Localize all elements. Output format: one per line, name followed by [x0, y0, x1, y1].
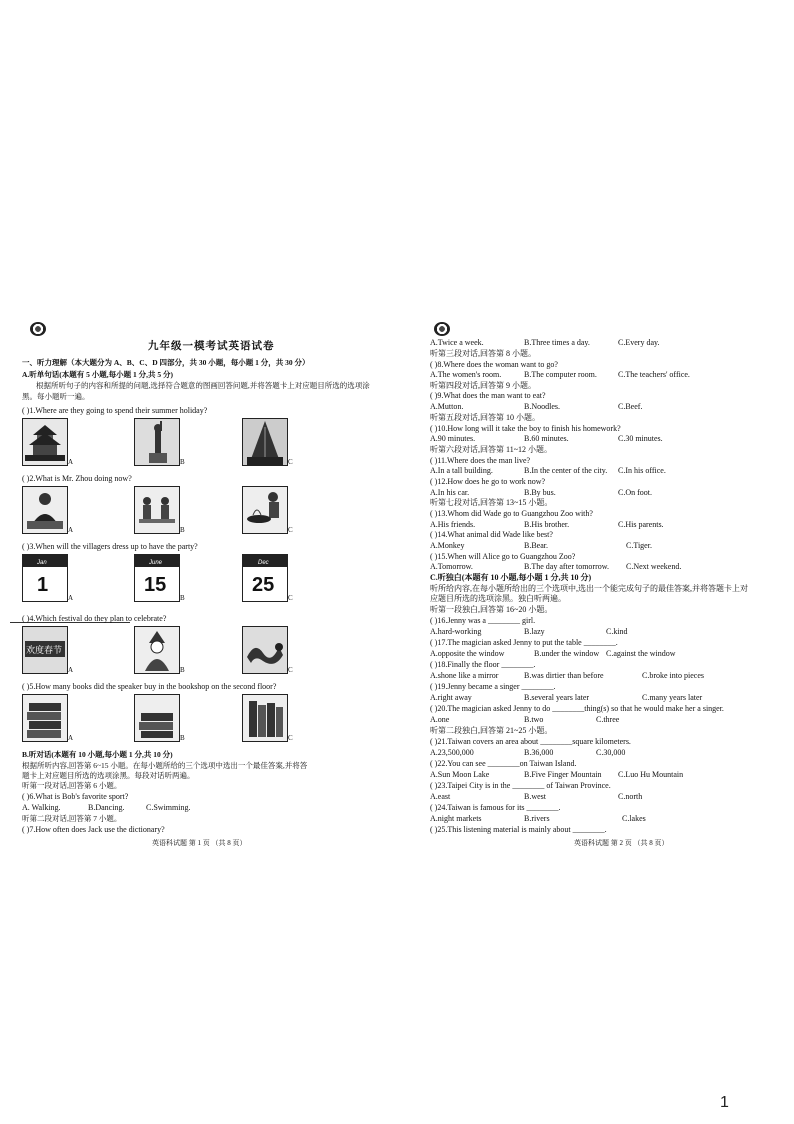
q3-calendar-b-month: June — [149, 560, 163, 566]
q11-option-c: C.In his office. — [618, 466, 666, 475]
q20-option-a: A.one — [430, 715, 450, 724]
exam-page-right — [430, 318, 794, 847]
question-17: ( )17.The magician asked Jenny to put the table ________. — [430, 638, 618, 647]
q21-option-c: C.30,000 — [596, 748, 626, 757]
q8-option-b: B.The computer room. — [524, 370, 597, 379]
q14-option-a: A.Monkey — [430, 541, 465, 550]
q22-option-c: C.Luo Hu Mountain — [618, 770, 684, 779]
q7-option-b: B.Three times a day. — [524, 338, 590, 347]
question-18: ( )18.Finally the floor ________. — [430, 660, 536, 669]
question-6: ( )6.What is Bob's favorite sport? — [22, 792, 129, 801]
q7-option-a: A.Twice a week. — [430, 338, 484, 347]
q14-option-b: B.Bear. — [524, 541, 548, 550]
q5-label-b: B — [180, 734, 185, 742]
q19-option-c: C.many years later — [642, 693, 703, 702]
q21-option-a: A.23,500,000 — [430, 748, 474, 757]
q6-option-c: C.Swimming. — [146, 803, 191, 812]
q15-option-b: B.The day after tomorrow. — [524, 562, 610, 571]
dialog-5-heading: 听第五段对话,回答第 10 小题。 — [430, 413, 540, 422]
q4-pic-c-dragon — [242, 626, 288, 674]
question-13: ( )13.Whom did Wade go to Guangzhou Zoo with? — [430, 509, 593, 518]
school-logo-icon — [434, 322, 450, 336]
monologue-1-heading: 听第一段独白,回答第 16~20 小题。 — [430, 605, 553, 614]
question-14: ( )14.What animal did Wade like best? — [430, 530, 553, 539]
q2-pic-c-cooking — [242, 486, 288, 534]
q3-label-b: B — [180, 594, 185, 602]
q16-option-c: C.kind — [606, 627, 628, 636]
question-5: ( )5.How many books did the speaker buy in the bookshop on the second floor? — [22, 682, 277, 691]
q24-option-a: A.night markets — [430, 814, 482, 823]
q3-calendar-a-month: Jan — [37, 560, 47, 566]
part-c-instructions-2: 应题目所选的选项涂黑。独白听两遍。 — [430, 594, 566, 603]
q5-label-a: A — [68, 734, 74, 742]
q21-option-b: B.36,000 — [524, 748, 554, 757]
q18-option-b: B.was dirtier than before — [524, 671, 604, 680]
question-22: ( )22.You can see ________on Taiwan Island. — [430, 759, 577, 768]
q9-option-c: C.Beef. — [618, 402, 643, 411]
q5-pic-b-books-stack — [134, 694, 180, 742]
question-9: ( )9.What does the man want to eat? — [430, 391, 546, 400]
question-7: ( )7.How often does Jack use the dictionary? — [22, 825, 165, 834]
exam-page-left — [18, 318, 390, 847]
q2-label-c: C — [288, 526, 293, 534]
q3-label-a: A — [68, 594, 74, 602]
q22-option-a: A.Sun Moon Lake — [430, 770, 490, 779]
dialog-3-heading: 听第三段对话,回答第 8 小题。 — [430, 349, 536, 358]
q15-option-a: A.Tomorrow. — [430, 562, 473, 571]
part-a-heading: A.听单句话(本题有 5 小题,每小题 1 分,共 5 分) — [22, 370, 174, 379]
q19-option-a: A.right away — [430, 693, 472, 702]
q6-option-a: A. Walking. — [22, 803, 61, 812]
q12-option-c: C.On foot. — [618, 488, 652, 497]
q11-option-a: A.In a tall building. — [430, 466, 493, 475]
page-number: 1 — [720, 1094, 729, 1111]
q7-option-c: C.Every day. — [618, 338, 660, 347]
q9-option-a: A.Mutton. — [430, 402, 464, 411]
question-23: ( )23.Taipei City is in the ________ of Taiwan Province. — [430, 781, 611, 790]
part-b-heading: B.听对话(本题有 10 小题,每小题 1 分,共 10 分) — [22, 750, 173, 759]
q10-option-c: C.30 minutes. — [618, 434, 663, 443]
q3-calendar-c-day: 25 — [252, 574, 275, 596]
q17-option-b: B.under the window — [534, 649, 600, 658]
q24-option-b: B.rivers — [524, 814, 550, 823]
question-4: ( )4.Which festival do they plan to celebrate? — [22, 614, 167, 623]
q3-label-c: C — [288, 594, 293, 602]
question-8: ( )8.Where does the woman want to go? — [430, 360, 558, 369]
q20-option-c: C.three — [596, 715, 620, 724]
dialog-6-heading: 听第六段对话,回答第 11~12 小题。 — [430, 445, 553, 454]
part-b-instructions-2: 题卡上对应题目所选的选项涂黑。每段对话听两遍。 — [22, 771, 195, 780]
q18-option-c: C.broke into pieces — [642, 671, 704, 680]
q8-option-a: A.The women's room. — [430, 370, 502, 379]
q2-pic-a-man-at-desk — [22, 486, 68, 534]
q16-option-b: B.lazy — [524, 627, 545, 636]
question-1: ( )1.Where are they going to spend their summer holiday? — [22, 406, 208, 415]
q22-option-b: B.Five Finger Mountain — [524, 770, 602, 779]
q2-label-b: B — [180, 526, 185, 534]
question-2: ( )2.What is Mr. Zhou doing now? — [22, 474, 132, 483]
question-3: ( )3.When will the villagers dress up to have the party? — [22, 542, 198, 551]
q10-option-b: B.60 minutes. — [524, 434, 569, 443]
question-24: ( )24.Taiwan is famous for its ________. — [430, 803, 561, 812]
q3-calendar-a-day: 1 — [37, 574, 49, 596]
part-a-instructions-2: 黑。每小题听一遍。 — [22, 392, 90, 401]
q13-option-c: C.His parents. — [618, 520, 664, 529]
part-c-instructions: 听所给内容,在每小题所给出的三个选项中,选出一个能完成句子的最佳答案,并将答题卡上对 — [430, 584, 748, 593]
q5-label-c: C — [288, 734, 293, 742]
question-15: ( )15.When will Alice go to Guangzhou Zoo? — [430, 552, 576, 561]
part-b-instructions: 根据所听内容,回答第 6~15 小题。在每小题所给的三个选项中选出一个最佳答案,并将答 — [22, 761, 308, 770]
q3-calendar-c-month: Dec — [258, 560, 269, 566]
q5-pic-c-books-upright — [242, 694, 288, 742]
q23-option-a: A.east — [430, 792, 451, 801]
q3-calendar-b-day: 15 — [144, 574, 167, 596]
q13-option-b: B.His brother. — [524, 520, 570, 529]
q23-option-c: C.north — [618, 792, 643, 801]
question-19: ( )19.Jenny became a singer ________. — [430, 682, 556, 691]
q1-label-c: C — [288, 458, 293, 466]
q4-pic-b-santa-claus — [134, 626, 180, 674]
q1-label-a: A — [68, 458, 74, 466]
q1-pic-c-cathedral — [242, 418, 288, 466]
q20-option-b: B.two — [524, 715, 544, 724]
q11-option-b: B.In the center of the city. — [524, 466, 608, 475]
q13-option-a: A.His friends. — [430, 520, 476, 529]
question-11: ( )11.Where does the man live? — [430, 456, 531, 465]
q4-pic-a-caption: 欢度春节 — [26, 646, 63, 656]
question-20: ( )20.The magician asked Jenny to do ________thing(s) so that he would make her a singer. — [430, 704, 724, 713]
q15-option-c: C.Next weekend. — [626, 562, 682, 571]
page-footer-left: 英语科试题 第 1 页 （共 8 页） — [152, 839, 247, 847]
question-16: ( )16.Jenny was a ________ girl. — [430, 616, 536, 625]
monologue-2-heading: 听第二段独白,回答第 21~25 小题。 — [430, 726, 553, 735]
q19-option-b: B.several years later — [524, 693, 590, 702]
q17-option-c: C.against the window — [606, 649, 676, 658]
q3-calendar-a — [22, 554, 68, 602]
question-10: ( )10.How long will it take the boy to finish his homework? — [430, 424, 621, 433]
exam-title: 九年级一模考试英语试卷 — [148, 341, 275, 352]
part-c-heading: C.听独白(本题有 10 小题,每小题 1 分,共 10 分) — [430, 573, 592, 582]
q4-pic-a-spring-festival — [22, 626, 68, 674]
q5-pic-a-books-stack — [22, 694, 68, 742]
dialog-7-heading: 听第七段对话,回答第 13~15 小题。 — [430, 498, 553, 507]
q17-option-a: A.opposite the window — [430, 649, 505, 658]
section-listening-heading: 一、听力理解（本大题分为 A、B、C、D 四部分，共 30 小题，每小题 1 分，共 30 分） — [22, 358, 310, 367]
q2-label-a: A — [68, 526, 74, 534]
q2-pic-b-people-meeting — [134, 486, 180, 534]
q14-option-c: C.Tiger. — [626, 541, 652, 550]
school-logo-icon — [30, 322, 46, 336]
dialog-4-heading: 听第四段对话,回答第 9 小题。 — [430, 381, 536, 390]
q1-label-b: B — [180, 458, 185, 466]
q1-pic-a-temple — [22, 418, 68, 466]
q24-option-c: C.lakes — [622, 814, 646, 823]
question-21: ( )21.Taiwan covers an area about ________square kilometers. — [430, 737, 631, 746]
q1-pic-b-statue-of-liberty — [134, 418, 180, 466]
dialog-2-heading: 听第二段对话,回答第 7 小题。 — [22, 814, 122, 823]
dialog-1-heading: 听第一段对话,回答第 6 小题。 — [22, 781, 122, 790]
q23-option-b: B.west — [524, 792, 546, 801]
part-a-instructions: 根据所听句子的内容和所提的问题,选择符合题意的图画回答问题,并将答题卡上对应题目所选的选项涂 — [36, 381, 370, 390]
q9-option-b: B.Noodles. — [524, 402, 560, 411]
q18-option-a: A.shone like a mirror — [430, 671, 499, 680]
q4-label-b: B — [180, 666, 185, 674]
q3-calendar-b — [134, 554, 180, 602]
q6-option-b: B.Dancing. — [88, 803, 125, 812]
q10-option-a: A.90 minutes. — [430, 434, 476, 443]
q12-option-b: B.By bus. — [524, 488, 556, 497]
q12-option-a: A.In his car. — [430, 488, 470, 497]
q8-option-c: C.The teachers' office. — [618, 370, 690, 379]
page-footer-right: 英语科试题 第 2 页 （共 8 页） — [574, 839, 669, 847]
q4-label-a: A — [68, 666, 74, 674]
question-12: ( )12.How does he go to work now? — [430, 477, 546, 486]
q16-option-a: A.hard-working — [430, 627, 482, 636]
q4-label-c: C — [288, 666, 293, 674]
question-25: ( )25.This listening material is mainly about ________. — [430, 825, 607, 834]
q3-calendar-c — [242, 554, 288, 602]
